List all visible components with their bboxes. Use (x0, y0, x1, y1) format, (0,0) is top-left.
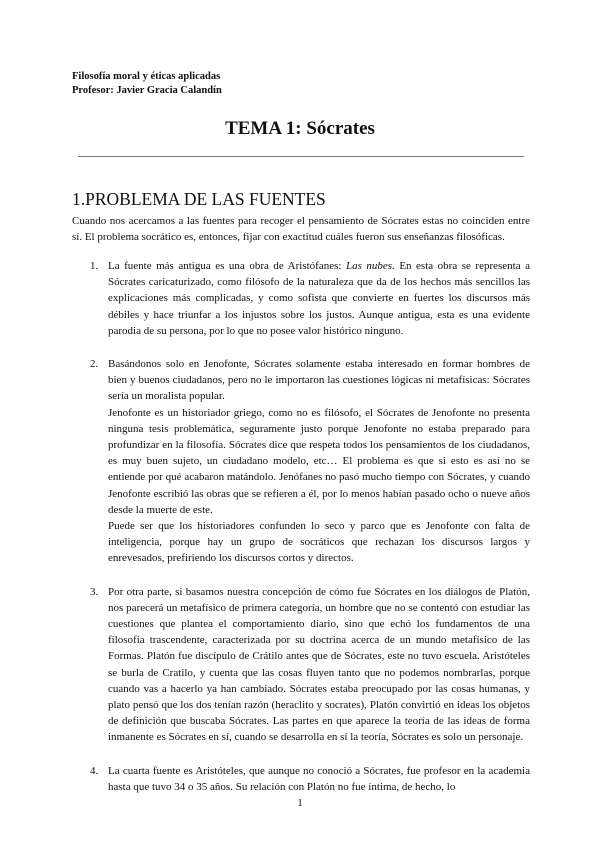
list-item-number: 3. (90, 585, 99, 598)
list-item (90, 356, 530, 567)
sources-list (90, 258, 530, 795)
intro-paragraph: Cuando nos acercamos a las fuentes para recoger el pensamiento de Sócrates estas no coinciden entre sí. El problema socrático es, entonces, fijar con exactitud cuáles fueron sus enseñanzas filosóficas. (72, 215, 530, 243)
page-title: TEMA 1: Sócrates (225, 118, 375, 139)
list-item (90, 258, 530, 339)
list-item-text: Por otra parte, si basamos nuestra concepción de cómo fue Sócrates en los diálogos de Platón, nos parecerá un metafísico de primera categoría, un hombre que no se contentó con estudiar las cuestiones que plantea el comportamiento diario, sino que echó los fundamentos de una filosofía trascendente, caracterizada por su doctrina acerca de un mundo metafísico de las Formas. Platón fue discípulo de Crátilo antes que de Sócrates, este no tuvo escuela. Aristóteles se burla de Cratilo, y cuenta que las cosas fluyen tanto que no podemos nombrarlas, porque cuando vas a hacerlo ya han cambiado. Sócrates estaba preocupado por las cosas humanas, y plato pensó que los dos tenían razón (heraclito y socrates), Platón convirtió en ideas los objetos de definición que buscaba Sócrates. Las partes en que aparece la teoría de las ideas de forma inmanente es Sócrates en sí, cuando se desarrolla en sí la teoría, Sócrates es solo un personaje. (108, 585, 530, 744)
page-number: 1 (297, 797, 303, 809)
document-header (72, 70, 222, 98)
course-name: Filosofía moral y éticas aplicadas (72, 71, 221, 82)
professor-name: Profesor: Javier Gracia Calandín (72, 85, 222, 96)
section-heading: 1.PROBLEMA DE LAS FUENTES (72, 189, 326, 209)
list-item-text: Puede ser que los historiadores confunden lo seco y parco que es Jenofonte con falta de inteligencia, porque hay un grupo de socráticos que rechazan los discursos largos y enrevesados, prefiriendo los discursos cortos y directos. (108, 520, 530, 565)
list-item-number: 1. (90, 260, 99, 272)
title-divider (78, 156, 524, 157)
list-item-text: La cuarta fuente es Aristóteles, que aunque no conoció a Sócrates, fue profesor en la academia hasta que tuvo 34 o 35 años. Su relación con Platón no fue íntima, de hecho, lo (108, 764, 530, 793)
list-item-text: Jenofonte es un historiador griego, como no es filósofo, el Sócrates de Jenofonte no presenta ninguna tesis problemática, seguramente justo porque Jenofonte no estaba preparado para profundizar en la filosofía. Sócrates dice que respeta todos los pensamientos de los ciudadanos, es muy buen sujeto, un ciudadano modelo, etc… El problema es que si esto es así no se entiende por qué acabaron matándolo. Jenófanes no pasó mucho tiempo con Sócrates, y cuando Jenofonte escribió las obras que se refieren a él, por lo menos habían pasado ocho o nueve años desde la muerte de este. (108, 406, 530, 516)
list-item-number: 4. (90, 764, 99, 777)
work-title: Las nubes (345, 260, 393, 272)
list-item-text: Basándonos solo en Jenofonte, Sócrates solamente estaba interesado en formar hombres de bien y buenos ciudadanos, pero no le importaron las cuestiones lógicas ni metafísicas: Sócrates sería un moralista popular. (108, 358, 530, 403)
list-item (90, 584, 530, 746)
list-item-number: 2. (90, 358, 99, 371)
list-item (90, 763, 530, 795)
list-item-text: La fuente más antigua es una obra de Aristófanes: Las nubes. En esta obra se representa a Sócrates caricaturizado, como filósofo de la naturaleza que da de los hechos más sencillos las explicaciones más complicadas, y como sofista que convierte en fuertes los discursos más débiles y hace triunfar a los injustos sobre los justos. Aunque antigua, esta es una evidente parodia de su persona, por lo que no posee valor histórico ninguno. (108, 260, 531, 337)
